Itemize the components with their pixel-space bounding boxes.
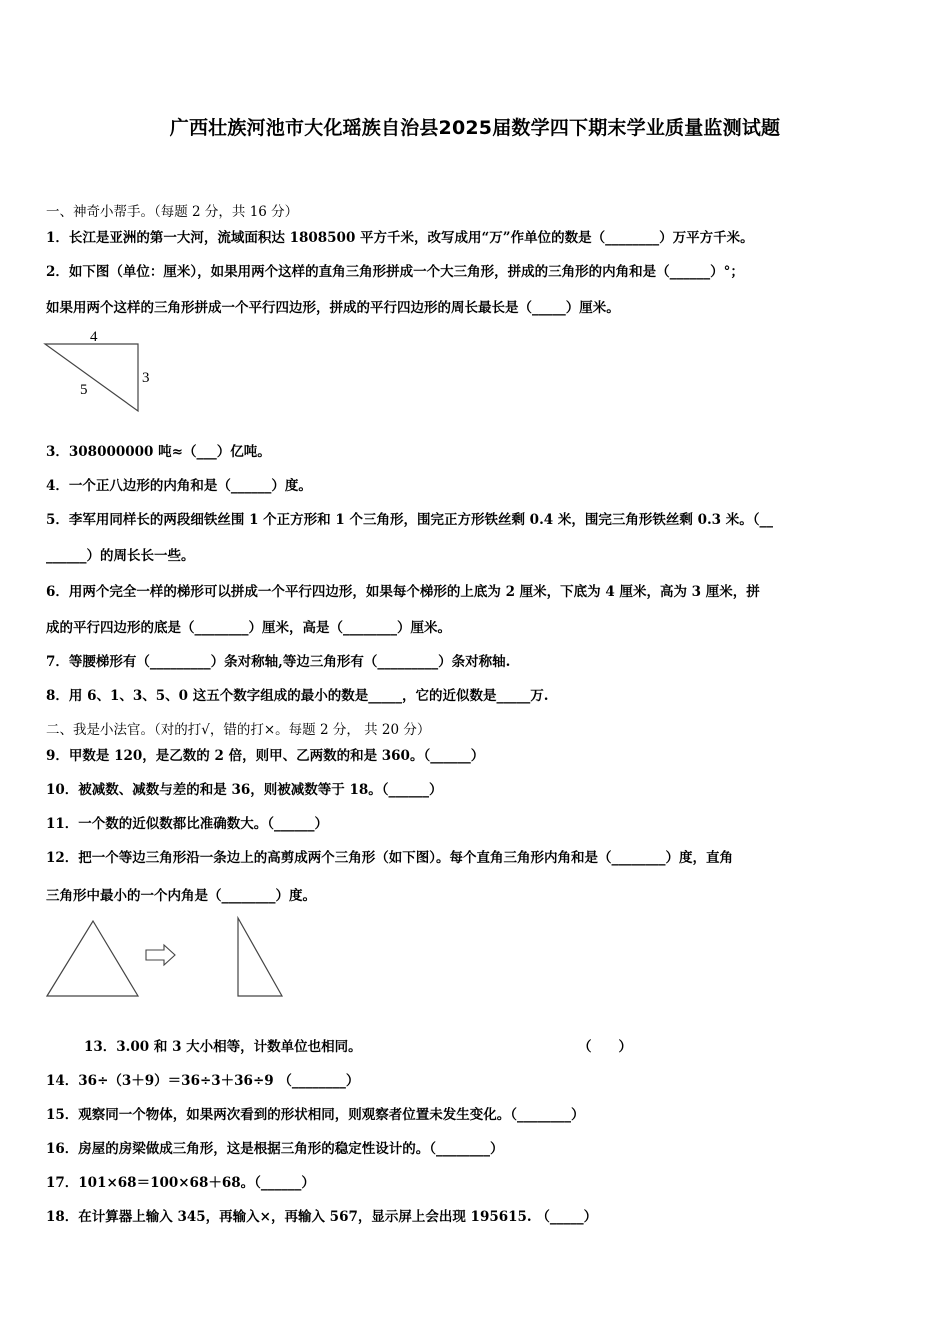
question-11: 11．一个数的近似数都比准确数大。（______）	[46, 816, 329, 832]
question-12-line-1: 12．把一个等边三角形沿一条边上的高剪成两个三角形（如下图）。每个直角三角形内角和是（________）度，直角	[46, 850, 734, 866]
right-arrow-icon	[146, 945, 175, 965]
section-heading-1: 一、神奇小帮手。（每题 2 分，共 16 分）	[46, 204, 299, 220]
question-3: 3．308000000 吨≈（___）亿吨。	[46, 444, 271, 460]
question-1: 1．长江是亚洲的第一大河，流域面积达 1808500 平方千米，改写成用“万”作单位的数是（________）万平方千米。	[46, 230, 754, 246]
question-6-line-2: 成的平行四边形的底是（________）厘米，高是（________）厘米。	[46, 620, 451, 636]
question-14: 14．36÷（3＋9）＝36÷3＋36÷9 （________）	[46, 1073, 360, 1089]
section-heading-2: 二、我是小法官。（对的打√，错的打×。每题 2 分， 共 20 分）	[46, 722, 431, 738]
question-9: 9．甲数是 120，是乙数的 2 倍，则甲、乙两数的和是 360。（______）	[46, 748, 485, 764]
question-16: 16．房屋的房梁做成三角形，这是根据三角形的稳定性设计的。（________）	[46, 1141, 504, 1157]
question-15: 15．观察同一个物体，如果两次看到的形状相同，则观察者位置未发生变化。（________）	[46, 1107, 585, 1123]
question-5-line-2: ______）的周长长一些。	[46, 548, 195, 564]
question-2-line-2: 如果用两个这样的三角形拼成一个平行四边形，拼成的平行四边形的周长最长是（_____）厘米。	[46, 300, 620, 316]
question-13: 13．3.00 和 3 大小相等，计数单位也相同。	[84, 1039, 362, 1055]
question-5-line-1: 5．李军用同样长的两段细铁丝围 1 个正方形和 1 个三角形，围完正方形铁丝剩 0.4 米，围完三角形铁丝剩 0.3 米。（__	[46, 512, 774, 528]
half-triangle	[238, 918, 282, 996]
triangle-cut-figure	[40, 912, 290, 1002]
question-2-line-1: 2．如下图（单位：厘米），如果用两个这样的直角三角形拼成一个大三角形，拼成的三角形的内角和是（______）°；	[46, 264, 744, 280]
page-title: 广西壮族河池市大化瑶族自治县2025届数学四下期末学业质量监测试题	[169, 117, 781, 139]
question-10: 10．被减数、减数与差的和是 36，则被减数等于 18。（______）	[46, 782, 443, 798]
question-12-line-2: 三角形中最小的一个内角是（________）度。	[46, 888, 316, 904]
label-side-top: 4	[90, 329, 98, 345]
question-18: 18．在计算器上输入 345，再输入×，再输入 567，显示屏上会出现 195615. （_____）	[46, 1209, 598, 1225]
question-13-blank: （ ）	[578, 1039, 632, 1055]
question-6-line-1: 6．用两个完全一样的梯形可以拼成一个平行四边形，如果每个梯形的上底为 2 厘米，下底为 4 厘米，高为 3 厘米，拼	[46, 584, 760, 600]
label-side-right: 3	[142, 370, 150, 386]
question-17: 17．101×68＝100×68＋68。（______）	[46, 1175, 315, 1191]
question-8: 8．用 6、1、3、5、0 这五个数字组成的最小的数是_____，它的近似数是_____万.	[46, 688, 549, 704]
question-7: 7．等腰梯形有（_________）条对称轴,等边三角形有（_________）条对称轴.	[46, 654, 511, 670]
right-triangle-figure	[40, 322, 170, 418]
equilateral-triangle	[47, 921, 138, 996]
question-4: 4．一个正八边形的内角和是（______）度。	[46, 478, 312, 494]
label-side-hypotenuse: 5	[80, 382, 88, 398]
